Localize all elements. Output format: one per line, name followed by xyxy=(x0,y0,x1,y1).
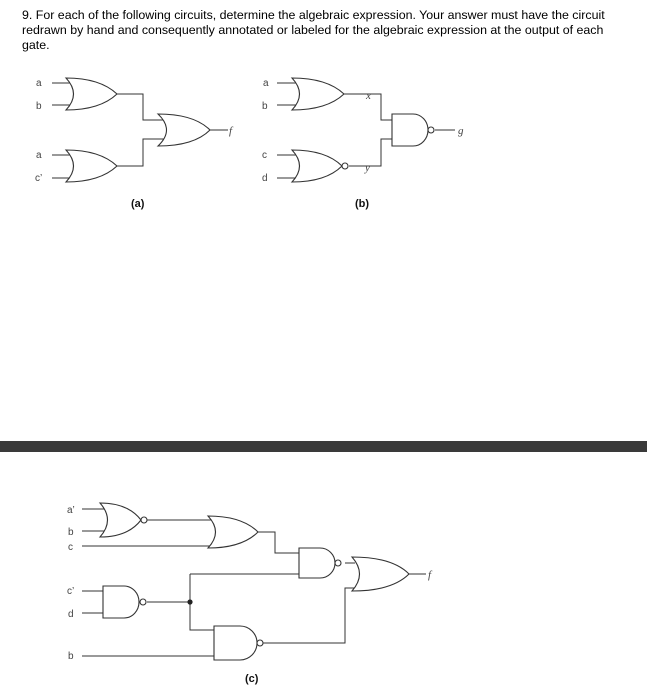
circuit-a-or-gate-3 xyxy=(158,114,210,146)
circuit-c-input-6: b xyxy=(68,651,74,662)
circuit-c-final-or-gate xyxy=(352,557,409,591)
circuit-a-or-gate-2 xyxy=(66,150,117,182)
circuit-b-input-4: d xyxy=(262,173,268,184)
circuit-c-and-gate xyxy=(214,626,257,660)
circuit-c-nand-gate-2 xyxy=(299,548,335,578)
circuit-a-output: f xyxy=(229,125,233,137)
circuit-c-caption: (c) xyxy=(245,673,259,685)
circuit-b-output: g xyxy=(458,125,464,137)
circuit-b-label-y: y xyxy=(365,162,370,174)
circuit-c-nand-bubble-2 xyxy=(335,560,341,566)
circuit-c-or-gate xyxy=(208,516,258,548)
circuit-b-nor-bubble xyxy=(342,163,348,169)
circuit-a-input-3: a xyxy=(36,150,42,161)
circuit-b-caption: (b) xyxy=(355,198,370,210)
circuit-c-and-bubble xyxy=(257,640,263,646)
circuit-b-input-2: b xyxy=(262,101,268,112)
circuit-a-or-gate-1 xyxy=(66,78,117,110)
circuit-c-nor-bubble-1 xyxy=(141,517,147,523)
circuit-c-input-4: c’ xyxy=(67,586,75,597)
circuit-b xyxy=(262,78,464,210)
circuit-b-input-3: c xyxy=(262,150,267,161)
question-text: 9. For each of the following circuits, determine the algebraic expression. Your answer must have the circuit redrawn by hand and consequently annotated or labeled for the algebraic expression at the output of each gate. xyxy=(22,8,605,52)
circuit-c-input-5: d xyxy=(68,609,74,620)
circuit-b-input-1: a xyxy=(263,78,269,89)
circuit-b-nand-bubble xyxy=(428,127,434,133)
circuit-c-nand-gate-1 xyxy=(103,586,139,618)
circuit-a-input-2: b xyxy=(36,101,42,112)
circuit-c xyxy=(67,503,433,685)
circuit-a-input-1: a xyxy=(36,78,42,89)
circuit-b-label-x: x xyxy=(366,90,371,102)
circuit-c-output: f xyxy=(428,569,432,581)
circuit-c-input-2: b xyxy=(68,527,74,538)
circuit-a xyxy=(35,78,234,210)
circuit-c-input-3: c xyxy=(68,542,73,553)
circuit-c-input-1: a’ xyxy=(67,505,75,516)
circuit-b-nand-gate xyxy=(392,114,428,146)
circuit-b-nor-gate xyxy=(292,150,342,182)
circuit-c-nand-bubble-1 xyxy=(140,599,146,605)
circuit-c-nor-gate-1 xyxy=(100,503,141,537)
circuit-a-input-4: c’ xyxy=(35,173,43,184)
circuit-c-junction-dot xyxy=(187,599,192,604)
circuit-b-or-gate-1 xyxy=(292,78,344,110)
circuit-a-caption: (a) xyxy=(131,198,145,210)
